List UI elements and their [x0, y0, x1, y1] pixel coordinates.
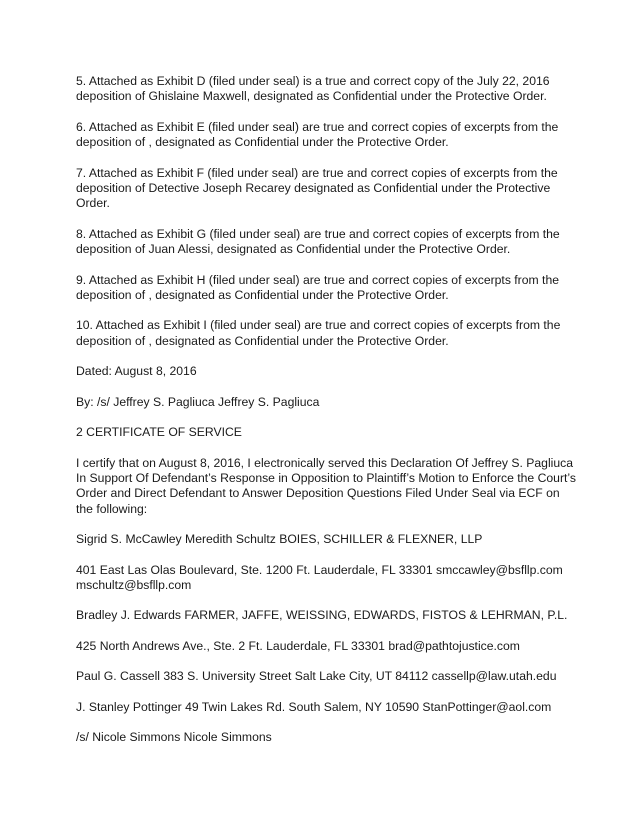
- service-address-boies: 401 East Las Olas Boulevard, Ste. 1200 Ft. Lauderdale, FL 33301 smccawley@bsfllp.com mschultz@bsfllp.com: [76, 562, 563, 592]
- paragraph-exhibit-i: 10. Attached as Exhibit I (filed under seal) are true and correct copies of excerpts from the deposition of , designated as Confidential under the Protective Order.: [76, 318, 561, 348]
- service-recipient-edwards: Bradley J. Edwards FARMER, JAFFE, WEISSING, EDWARDS, FISTOS & LEHRMAN, P.L.: [76, 608, 568, 623]
- paragraph-exhibit-f: 7. Attached as Exhibit F (filed under seal) are true and correct copies of excerpts from the deposition of Detective Joseph Recarey designated as Confidential under the Protective Order.: [76, 165, 558, 211]
- service-recipient-pottinger: J. Stanley Pottinger 49 Twin Lakes Rd. South Salem, NY 10590 StanPottinger@aol.com: [76, 699, 552, 714]
- certificate-heading: 2 CERTIFICATE OF SERVICE: [76, 425, 242, 440]
- signature-line: By: /s/ Jeffrey S. Pagliuca Jeffrey S. Pagliuca: [76, 394, 320, 409]
- paragraph-exhibit-g: 8. Attached as Exhibit G (filed under seal) are true and correct copies of excerpts from the deposition of Juan Alessi, designated as Confidential under the Protective Order.: [76, 226, 560, 257]
- service-address-farmer: 425 North Andrews Ave., Ste. 2 Ft. Lauderdale, FL 33301 brad@pathtojustice.com: [76, 638, 520, 653]
- closing-signature: /s/ Nicole Simmons Nicole Simmons: [76, 729, 272, 744]
- service-recipient-mccawley: Sigrid S. McCawley Meredith Schultz BOIES, SCHILLER & FLEXNER, LLP: [76, 532, 483, 547]
- document-body: [76, 74, 576, 760]
- paragraph-exhibit-h: 9. Attached as Exhibit H (filed under seal) are true and correct copies of excerpts from the deposition of , designated as Confidential under the Protective Order.: [76, 272, 560, 303]
- paragraph-exhibit-d: 5. Attached as Exhibit D (filed under seal) is a true and correct copy of the July 22, 2016 deposition of Ghislaine Maxwell, designated as Confidential under the Protective Order.: [76, 74, 550, 104]
- certificate-statement: I certify that on August 8, 2016, I electronically served this Declaration Of Jeffrey S. Pagliuca In Support Of Defendant’s Response in Opposition to Plaintiff’s Motion to Enforce the Court’s Order and Direct Defendant to Answer Deposition Questions Filed Under Seal via ECF on the following:: [76, 455, 576, 516]
- paragraph-exhibit-e: 6. Attached as Exhibit E (filed under seal) are true and correct copies of excerpts from the deposition of , designated as Confidential under the Protective Order.: [76, 119, 559, 150]
- dated-line: Dated: August 8, 2016: [76, 364, 197, 379]
- service-recipient-cassell: Paul G. Cassell 383 S. University Street Salt Lake City, UT 84112 cassellp@law.utah.edu: [76, 669, 557, 684]
